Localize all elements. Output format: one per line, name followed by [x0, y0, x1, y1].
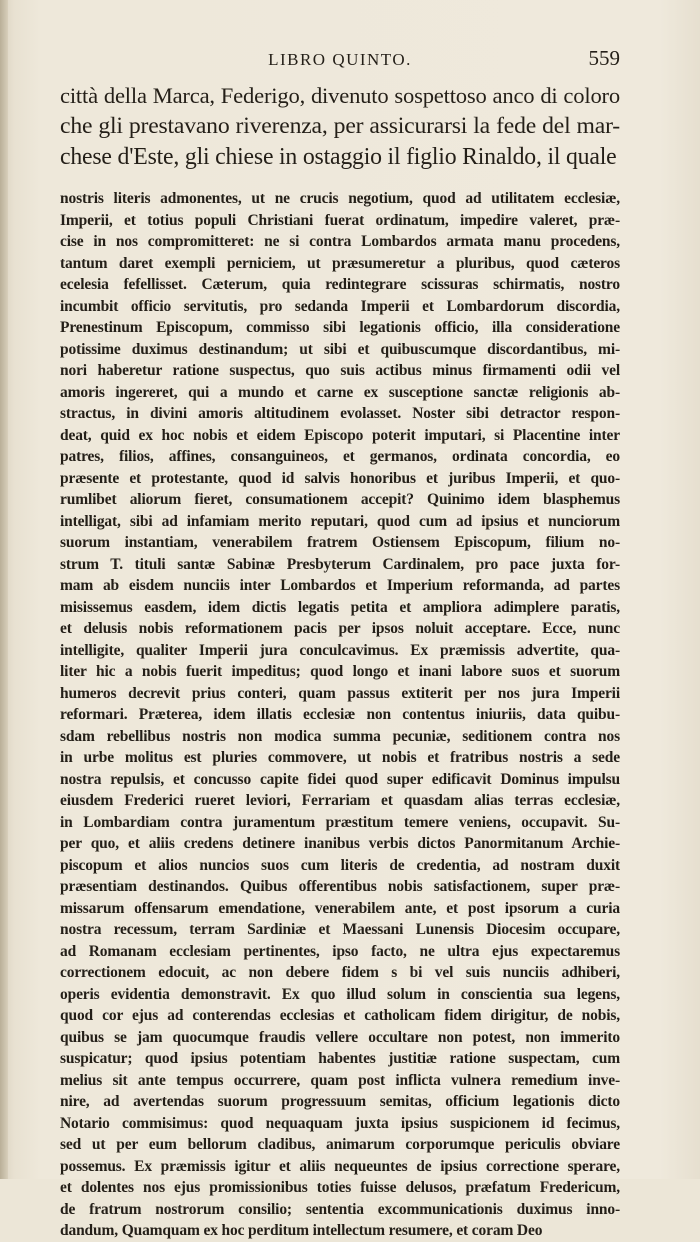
- main-text-line: città della Marca, Federigo, divenuto sospettoso anco di coloro: [60, 83, 620, 108]
- footnote-line: nostris literis admonentes, ut ne crucis negotium, quod ad utilitatem ecclesiæ,: [60, 190, 620, 207]
- footnote-line: eiusdem Frederici rueret leviori, Ferrariam et quasdam alias terras ecclesiæ,: [60, 792, 620, 809]
- footnote-line: sed ut per eum bellorum cladibus, animarum corporumque periculis obviare: [60, 1136, 620, 1153]
- footnote-line: ad Romanam ecclesiam pertinentes, ipso facto, ne ultra ejus expectaremus: [60, 942, 620, 960]
- footnote-line: potissime duximus destinandum; ut sibi et quibuscumque discordantibus, mi-: [60, 340, 620, 358]
- footnote-line: quibus se jam quocumque fraudis vellere occultare non potest, non immerito: [60, 1028, 620, 1046]
- footnote-line: rumlibet aliorum fieret, consumationem accepit? Quinimo idem blasphemus: [60, 491, 620, 508]
- footnote-line: correctionem edocuit, ac non debere fidem s bi vel suis nunciis adhiberi,: [60, 964, 620, 981]
- footnote-line: et dolentes nos ejus promissionibus toties fuisse delusos, præfatum Fredericum,: [60, 1179, 620, 1196]
- footnote-line: piscopum et alios nuncios suos cum literis de credentia, ad nostram duxit: [60, 856, 620, 874]
- footnote-line: amoris ingereret, qui a mundo et carne ex susceptione sanctæ religionis ab-: [60, 383, 620, 401]
- footnote-line: melius sit ante tempus occurrere, quam post inflicta vulnera remedium inve-: [60, 1071, 620, 1089]
- footnote-line: in urbe molitus est pluries commovere, ut nobis et fratribus nostris a sede: [60, 749, 620, 766]
- footnote-line: mam ab eisdem nunciis inter Lombardos et Imperium reformanda, ad partes: [60, 577, 620, 594]
- footnote-line: humeros decrevit prius conteri, quam passus extiterit per nos jura Imperii: [60, 684, 620, 702]
- footnote-line: nori haberetur ratione suspectus, quo suis actibus minus firmamenti odii vel: [60, 362, 620, 379]
- main-text-block: [60, 80, 620, 173]
- footnote-line: in Lombardiam contra juramentum præstitum temere veniens, occupavit. Su-: [60, 813, 620, 831]
- footnote-line: et delusis nobis reformationem pacis per ipsos noluit acceptare. Ecce, nunc: [60, 620, 620, 637]
- footnote-line: deat, quid ex hoc nobis et eidem Episcopo poterit imputari, si Placentine inter: [60, 426, 620, 444]
- footnote-line: dandum, Quamquam ex hoc perditum intellectum resumere, et coram Deo: [60, 1222, 543, 1239]
- footnote-line: patres, filios, affines, consanguineos, et germanos, ordinata concordia, eo: [60, 448, 620, 465]
- footnote-line: suspicatur; quod ipsius potentiam habentes justitiæ ratione suspectam, cum: [60, 1050, 620, 1067]
- footnote-line: intelligite, qualiter Imperii jura conculcavimus. Ex præmissis advertite, qua-: [60, 641, 620, 659]
- footnote-line: nire, ad avertendas suorum progressuum semitas, officium legationis dicto: [60, 1093, 620, 1110]
- footnote-line: de fratrum nostrorum consilio; sententia excommunicationis duximus inno-: [60, 1200, 620, 1218]
- footnote-line: intelligat, sibi ad infamiam merito reputari, quod cum ad ipsius et nunciorum: [60, 512, 620, 530]
- footnote-line: Imperii, et totius populi Christiani fuerat ordinatum, impedire valeret, præ-: [60, 211, 620, 229]
- footnote-line: misissemus easdem, idem dictis legatis petita et ampliora adimplere paratis,: [60, 598, 620, 616]
- page-header: [60, 44, 620, 74]
- footnote-line: cise in nos compromitteret: ne si contra Lombardos armata manu procedens,: [60, 233, 620, 250]
- footnote-line: nostra recessum, terram Sardiniæ et Maessani Lunensis Diocesim occupare,: [60, 921, 620, 938]
- footnote-line: operis evidentia demonstravit. Ex quo illud solum in conscientia sua legens,: [60, 985, 620, 1003]
- page-binding-edge: [0, 0, 8, 1179]
- footnote-line: missarum offensarum emendatione, venerabilem ante, et post ipsorum a curia: [60, 899, 620, 917]
- footnote-line: stractus, in divini amoris altitudinem evolasset. Noster sibi detractor respon-: [60, 405, 620, 422]
- latin-footnote-block: [60, 188, 620, 1242]
- footnote-line: ecelesia fefellisset. Cæterum, quia redintegrare scissuras schirmatis, nostro: [60, 276, 620, 293]
- main-text-line: che gli prestavano riverenza, per assicurarsi la fede del mar-: [60, 113, 620, 139]
- footnote-line: suorum instantiam, venerabilem fratrem Ostiensem Episcopum, filium no-: [60, 534, 620, 551]
- running-head: LIBRO QUINTO.: [268, 50, 412, 69]
- footnote-line: Prenestinum Episcopum, commisso sibi legationis officio, illa consideratione: [60, 319, 620, 336]
- page-number: 559: [588, 46, 620, 70]
- footnote-line: possemus. Ex præmissis igitur et aliis nequeuntes de ipsius correctione sperare,: [60, 1157, 620, 1175]
- footnote-line: incumbit officio servitutis, pro sedanda Imperii et Lombardorum discordia,: [60, 297, 620, 315]
- footnote-line: præsentiam destinandos. Quibus offerentibus nobis satisfactionem, super præ-: [60, 878, 620, 895]
- footnote-line: tantum daret exempli perniciem, ut præsumeretur a pluribus, quod cæteros: [60, 254, 620, 272]
- main-text-line: chese d'Este, gli chiese in ostaggio il figlio Rinaldo, il quale: [60, 144, 617, 170]
- footnote-line: nostra repulsis, et concusso capite fidei quod super edificavit Dominus impulsu: [60, 770, 620, 788]
- footnote-line: reformari. Præterea, idem illatis ecclesiæ non contentus iniuriis, data quibu-: [60, 706, 620, 723]
- footnote-line: quod cor ejus ad conterendas ecclesias et catholicam fidem dirigitur, de nobis,: [60, 1007, 620, 1024]
- footnote-line: Notario commisimus: quod nequaquam juxta ipsius suspicionem id fecimus,: [60, 1114, 620, 1132]
- footnote-line: per quo, et aliis credens detinere inanibus verbis dictos Panormitanum Archie-: [60, 835, 620, 852]
- footnote-line: liter hic a nobis fuerit impeditus; quod longo et inani labore suos et suorum: [60, 663, 620, 680]
- footnote-line: strum T. tituli santæ Sabinæ Presbyterum Cardinalem, pro pace juxta for-: [60, 555, 620, 573]
- footnote-line: sdam rebellibus nostris non modica summa pecuniæ, seditionem contra nos: [60, 727, 620, 745]
- footnote-line: præsente et protestante, quod id salvis honoribus et juribus Imperii, et quo-: [60, 469, 620, 487]
